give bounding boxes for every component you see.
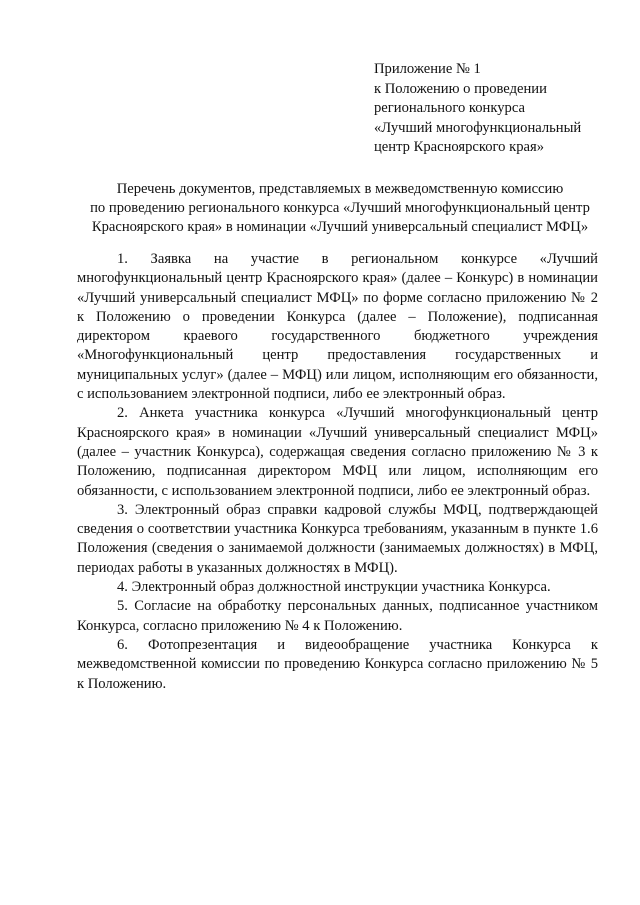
- appendix-line: к Положению о проведении: [374, 80, 547, 97]
- appendix-line: центр Красноярского края»: [374, 139, 544, 155]
- list-item-6: 6. Фотопрезентация и видеообращение участника Конкурса к межведомственной комиссии по проведению Конкурса согласно приложению № 5 к Положению.: [77, 636, 598, 692]
- document-title: [70, 180, 610, 237]
- list-item-2: 2. Анкета участника конкурса «Лучший многофункциональный центр Красноярского края» в номинации «Лучший универсальный специалист МФЦ» (далее – участник Конкурса), содержащая сведения согласно приложению № 3 к Положению, подписанная директором МФЦ или лицом, исполняющим его обязанности, с использованием электронной подписи, либо ее электронный образ.: [77, 405, 598, 499]
- list-item-3: 3. Электронный образ справки кадровой службы МФЦ, подтверждающей сведения о соответствии участника Конкурса требованиям, указанным в пункте 1.6 Положения (сведения о занимаемой должности (занимаемых должностях) в МФЦ, периодах работы в указанных должностях в МФЦ).: [77, 501, 598, 576]
- appendix-line: «Лучший многофункциональный: [374, 119, 582, 136]
- list-item-5: 5. Согласие на обработку персональных данных, подписанное участником Конкурса, согласно приложению № 4 к Положению.: [77, 598, 598, 634]
- title-line: по проведению регионального конкурса «Лучший многофункциональный центр: [90, 200, 590, 216]
- list-item-4: 4. Электронный образ должностной инструкции участника Конкурса.: [117, 579, 551, 596]
- list-item-1: 1. Заявка на участие в региональном конкурсе «Лучший многофункциональный центр Красноярского края» (далее – Конкурс) в номинации «Лучший универсальный специалист МФЦ» по форме согласно приложению № 2 к Положению о проведении Конкурса (далее – Положение), подписанная директором краевого государственного бюджетного учреждения «Многофункциональный центр предоставления государственных и муниципальных услуг» (далее – МФЦ) или лицом, исполняющим его обязанности, с использованием электронной подписи, либо ее электронный образ.: [77, 251, 598, 403]
- title-line: Перечень документов, представляемых в межведомственную комиссию: [116, 181, 564, 197]
- appendix-line: Приложение № 1: [374, 61, 481, 77]
- appendix-line: регионального конкурса: [374, 100, 525, 116]
- documents-list: [77, 250, 598, 694]
- title-line: Красноярского края» в номинации «Лучший универсальный специалист МФЦ»: [91, 219, 589, 235]
- appendix-header: [374, 60, 624, 158]
